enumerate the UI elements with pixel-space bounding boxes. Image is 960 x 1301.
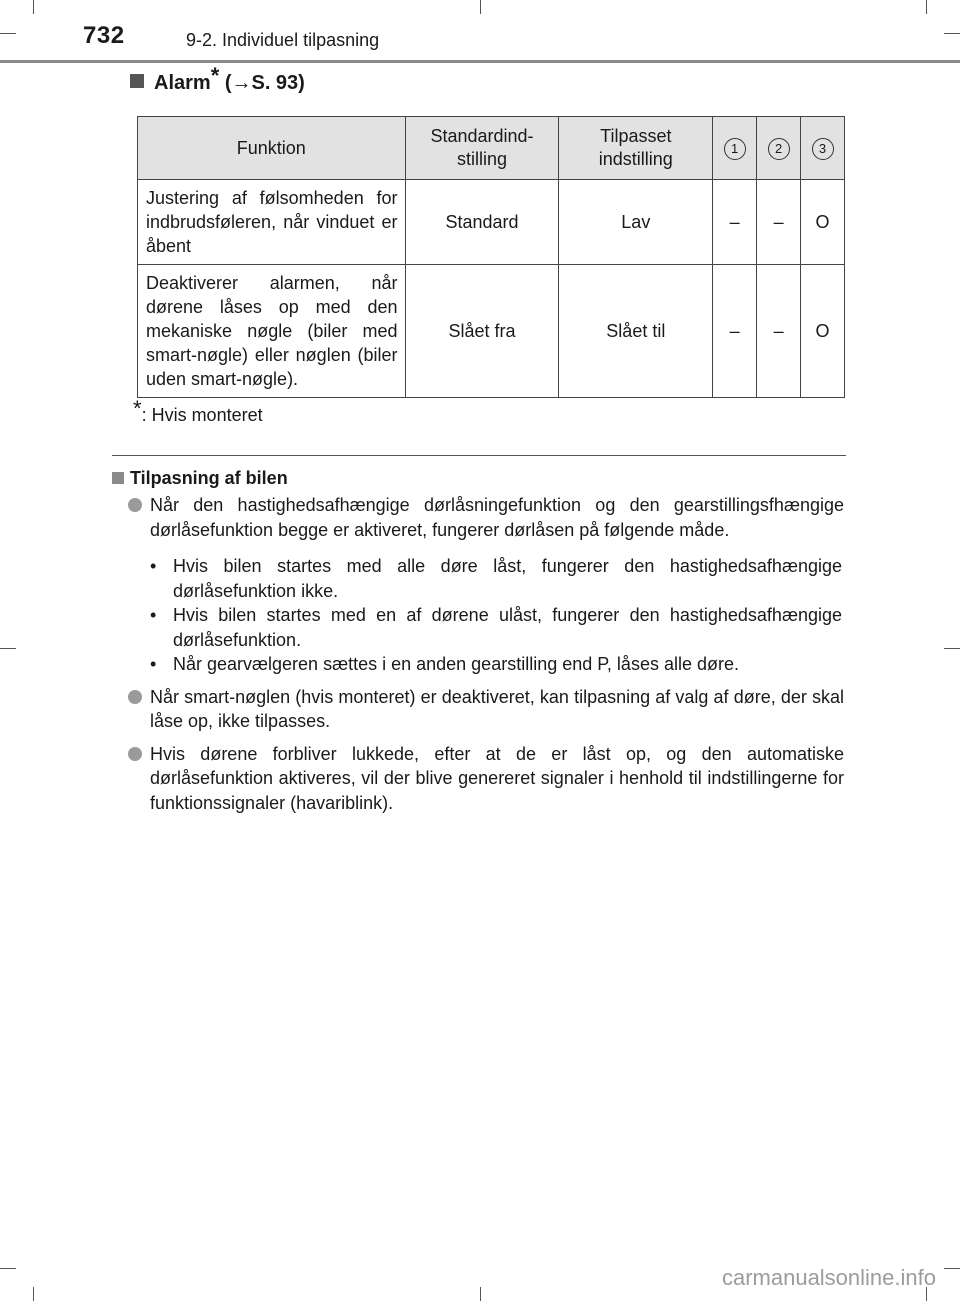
sub-item-text: Når gearvælgeren sættes i en anden gearstilling end P, låses alle døre. [173, 654, 739, 674]
round-bullet-icon [128, 690, 142, 704]
crop-mark-top-left [0, 33, 16, 34]
footnote [133, 396, 263, 426]
section-divider [112, 455, 846, 456]
cell-method-3: O [801, 265, 845, 398]
list-item [128, 742, 844, 816]
sub-list-item [150, 554, 842, 603]
crop-mark-mid-left [0, 648, 16, 649]
footnote-text: : Hvis monteret [141, 405, 263, 425]
cell-default: Slået fra [405, 265, 559, 398]
cell-method-2: – [757, 180, 801, 265]
header-method-2 [757, 117, 801, 180]
section-title: Alarm [154, 72, 211, 94]
page-reference-link[interactable]: (→S. 93) [219, 72, 305, 94]
round-bullet-icon [128, 747, 142, 761]
crop-mark-bottom-left [0, 1268, 16, 1269]
chapter-title: 9-2. Individuel tilpasning [186, 30, 380, 50]
header-method-3 [801, 117, 845, 180]
bullet-text: Hvis dørene forbliver lukkede, efter at de er låst op, og den automatiske dørlåsefunktion aktiveres, vil der blive genereret signaler i henhold til indstillingerne for funktionssignaler (havariblink). [150, 743, 844, 813]
cell-method-1: – [713, 180, 757, 265]
dot-bullet-icon: • [150, 556, 157, 576]
watermark: carmanualsonline.info [721, 1265, 936, 1290]
header-custom-setting: Tilpasset indstilling [559, 117, 713, 180]
crop-mark-bottom-v-left [33, 1287, 34, 1301]
page-number: 732 [83, 22, 125, 49]
subsection-content [128, 493, 844, 823]
crop-mark-top-v-left [33, 0, 34, 14]
settings-table [137, 116, 845, 398]
sub-list [150, 554, 842, 677]
dot-bullet-icon: • [150, 605, 157, 625]
header-method-1 [713, 117, 757, 180]
cell-method-3: O [801, 180, 845, 265]
dot-bullet-icon: • [150, 654, 157, 674]
cell-method-2: – [757, 265, 801, 398]
circled-number-2-icon: 2 [768, 138, 790, 160]
header-default-setting: Standardind-stilling [405, 117, 559, 180]
cell-default: Standard [405, 180, 559, 265]
crop-mark-bottom-v-mid [480, 1287, 481, 1301]
circled-number-3-icon: 3 [812, 138, 834, 160]
crop-mark-bottom-right [944, 1268, 960, 1269]
cell-custom: Slået til [559, 265, 713, 398]
sub-item-text: Hvis bilen startes med en af dørene ulåst, fungerer den hastighedsafhængige dørlåsefunktion. [173, 605, 842, 650]
cell-method-1: – [713, 265, 757, 398]
cell-custom: Lav [559, 180, 713, 265]
footnote-asterisk: * [133, 396, 142, 421]
table-row [138, 265, 845, 398]
cell-function: Justering af følsomheden for indbrudsføleren, når vinduet er åbent [138, 180, 406, 265]
subsection-title: Tilpasning af bilen [130, 468, 288, 488]
asterisk-mark: * [210, 63, 220, 88]
square-bullet-icon [112, 472, 124, 484]
crop-mark-top-v-mid [480, 0, 481, 14]
sub-list-item [150, 603, 842, 652]
sub-item-text: Hvis bilen startes med alle døre låst, fungerer den hastighedsafhængige dørlåsefunktion ikke. [173, 556, 842, 601]
table-header-row [138, 117, 845, 180]
bullet-text: Når smart-nøglen (hvis monteret) er deaktiveret, kan tilpasning af valg af døre, der skal låse op, ikke tilpasses. [150, 686, 844, 731]
header-rule [0, 60, 960, 63]
round-bullet-icon [128, 498, 142, 512]
bullet-text: Når den hastighedsafhængige dørlåsningefunktion og den gearstillingsfhængige dørlåsefunktion begge er aktiveret, fungerer dørlåsen på følgende måde. [150, 495, 844, 540]
list-item [128, 685, 844, 734]
header-function: Funktion [138, 117, 406, 180]
cell-function: Deaktiverer alarmen, når dørene låses op med den mekaniske nøgle (biler med smart-nøgle) eller nøglen (biler uden smart-nøgle). [138, 265, 406, 398]
crop-mark-top-v-right [926, 0, 927, 14]
section-heading [130, 63, 305, 95]
sub-list-item [150, 652, 842, 677]
circled-number-1-icon: 1 [724, 138, 746, 160]
square-bullet-icon [130, 74, 144, 88]
subsection-heading [112, 468, 288, 489]
list-item [128, 493, 844, 677]
crop-mark-mid-right [944, 648, 960, 649]
crop-mark-top-right [944, 33, 960, 34]
table-row [138, 180, 845, 265]
